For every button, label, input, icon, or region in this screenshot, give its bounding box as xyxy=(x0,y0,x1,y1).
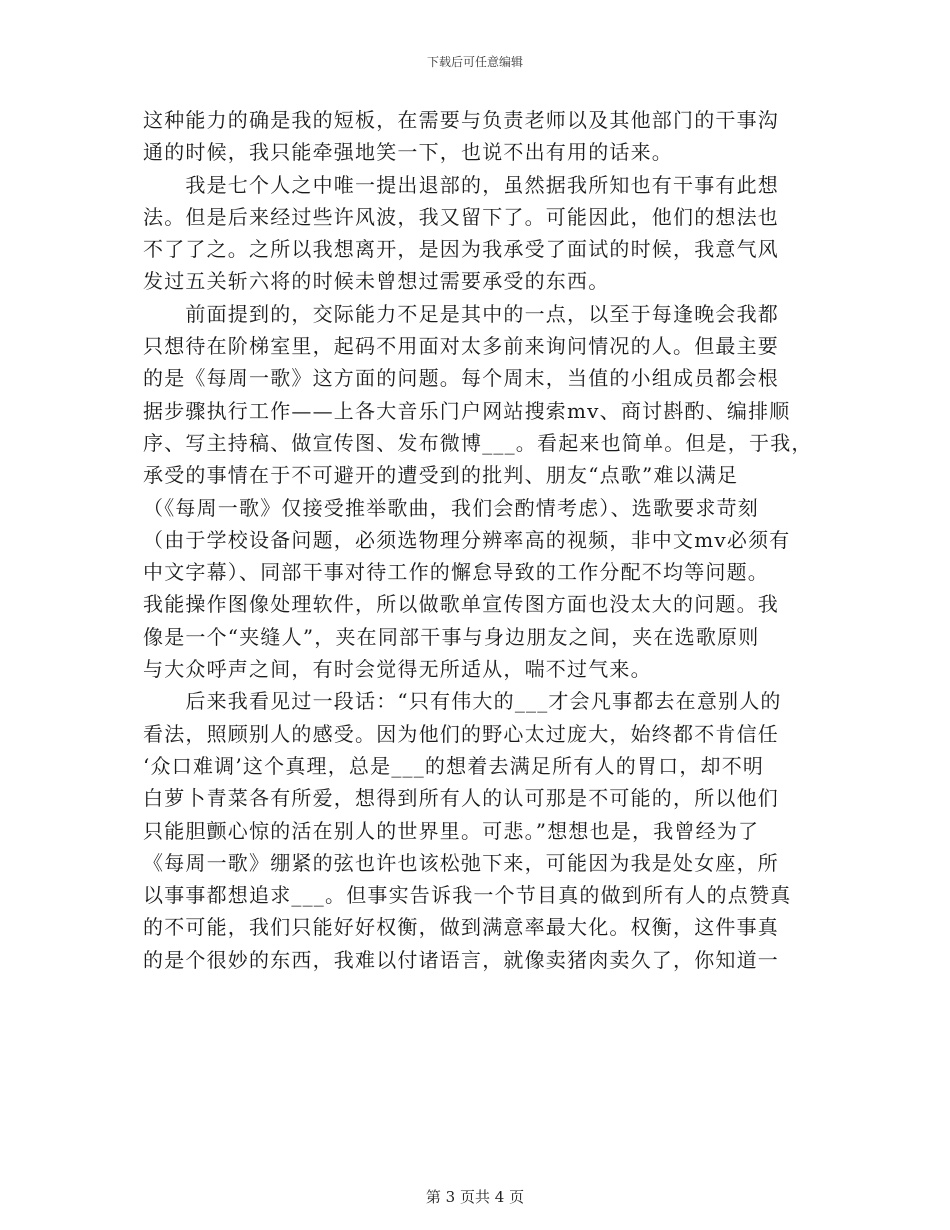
text-line: 我是七个人之中唯一提出退部的，虽然据我所知也有干事有此想 xyxy=(143,172,779,197)
text-line: 与大众呼声之间，有时会觉得无所适从，喘不过气来。 xyxy=(143,657,652,682)
page-number: 第 3 页共 4 页 xyxy=(425,1188,525,1206)
page-header-note: 下载后可任意编辑 xyxy=(426,55,523,69)
document-body xyxy=(143,104,813,976)
text-line: 承受的事情在于不可避开的遭受到的批判、朋友“点歌”难以满足 xyxy=(143,463,739,488)
text-line: （由于学校设备问题，必须选物理分辨率高的视频，非中文mv必须有 xyxy=(143,527,791,552)
text-line: 不了了之。之所以我想离开，是因为我承受了面试的时候，我意气风 xyxy=(143,237,779,262)
text-line: 只能胆颤心惊的活在别人的世界里。可悲。”想想也是，我曾经为了 xyxy=(143,818,760,843)
text-line: 白萝卜青菜各有所爱，想得到所有人的认可那是不可能的，所以他们 xyxy=(143,786,779,811)
text-line: 的不可能，我们只能好好权衡，做到满意率最大化。权衡，这件事真 xyxy=(143,915,779,940)
text-line: 后来我看见过一段话：“只有伟大的___才会凡事都去在意别人的 xyxy=(143,689,782,714)
text-line: 据步骤执行工作——上各大音乐门户网站搜索mv、商讨斟酌、编排顺 xyxy=(143,398,791,423)
text-line: 我能操作图像处理软件，所以做歌单宣传图方面也没太大的问题。我 xyxy=(143,592,779,617)
text-line: 序、写主持稿、做宣传图、发布微博___。看起来也简单。但是，于我， xyxy=(143,430,813,455)
text-line: 以事事都想追求___。但事实告诉我一个节目真的做到所有人的点赞真 xyxy=(143,883,792,908)
text-line: 通的时候，我只能牵强地笑一下，也说不出有用的话来。 xyxy=(143,140,673,165)
text-line: 这种能力的确是我的短板，在需要与负责老师以及其他部门的干事沟 xyxy=(143,108,779,132)
text-line: 《每周一歌》绷紧的弦也许也该松弛下来，可能因为我是处女座，所 xyxy=(143,850,779,875)
text-line: 看法，照顾别人的感受。因为他们的野心太过庞大，始终都不肯信任 xyxy=(143,721,779,746)
text-line: 的是《每周一歌》这方面的问题。每个周末，当值的小组成员都会根 xyxy=(143,366,779,391)
text-line: ‘众口难调’这个真理，总是___的想着去满足所有人的胃口，却不明 xyxy=(143,753,765,778)
text-line: 只想待在阶梯室里，起码不用面对太多前来询问情况的人。但最主要 xyxy=(143,334,779,359)
text-line: （《每周一歌》仅接受推举歌曲，我们会酌情考虑）、选歌要求苛刻 xyxy=(143,495,759,520)
text-line: 法。但是后来经过些许风波，我又留下了。可能因此，他们的想法也 xyxy=(143,204,779,229)
text-line: 前面提到的，交际能力不足是其中的一点，以至于每逢晚会我都 xyxy=(143,301,779,326)
text-line: 的是个很妙的东西，我难以付诸语言，就像卖猪肉卖久了，你知道一 xyxy=(143,947,779,972)
text-line: 像是一个“夹缝人”，夹在同部干事与身边朋友之间，夹在选歌原则 xyxy=(143,624,760,649)
text-line: 发过五关斩六将的时候未曾想过需要承受的东西。 xyxy=(143,269,610,294)
text-line: 中文字幕）、同部干事对待工作的懈怠导致的工作分配不均等问题。 xyxy=(143,560,769,585)
